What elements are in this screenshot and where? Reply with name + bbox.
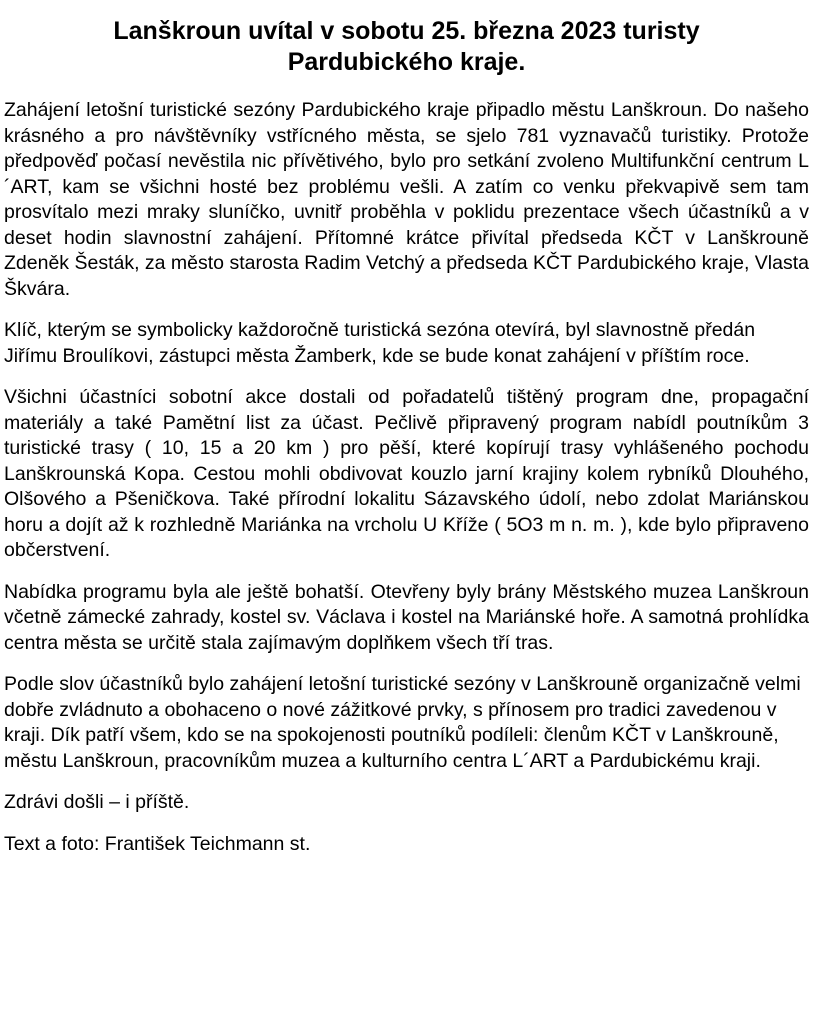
paragraph-author: Text a foto: František Teichmann st. (4, 832, 311, 855)
document-page (4, 16, 809, 873)
paragraph-farewell: Zdrávi došli – i příště. (4, 791, 190, 813)
paragraph-extra-program: Nabídka programu byla ale ještě bohatší. Otevřeny byly brány Městského muzea Lanškroun včetně zámecké zahrady, kostel sv. Václava i kostel na Mariánské hoře. A samotná prohlídka centra města se určitě stala zajímavým doplňkem všech tří tras. (4, 580, 809, 654)
document-title: Lanškroun uvítal v sobotu 25. března 2023 turisty Pardubického kraje. (113, 17, 700, 76)
paragraph-program: Všichni účastníci sobotní akce dostali od pořadatelů tištěný program dne, propagační materiály a také Pamětní list za účast. Pečlivě připravený program nabídl poutníkům 3 turistické trasy ( 10, 15 a 20 km ) pro pěší, které kopírují trasy vyhlášeného pochodu Lanškrounská Kopa. Cestou mohli obdivovat kouzlo jarní krajiny kolem rybníků Dlouhého, Olšového a Pšeničkova. Také přírodní lokalitu Sázavského údolí, nebo zdolat Mariánskou horu a dojít až k rozhledně Mariánka na vrcholu U Kříže ( 5O3 m n. m. ), kde bylo připraveno občerstvení. (4, 386, 809, 561)
paragraph-thanks: Podle slov účastníků bylo zahájení letošní turistické sezóny v Lanškrouně organizačně velmi dobře zvládnuto a obohaceno o nové zážitkové prvky, s přínosem pro tradici zavedenou v kraji. Dík patří všem, kdo se na spokojenosti poutníků podíleli: členům KČT v Lanškrouně, městu Lanškroun, pracovníkům muzea a kulturního centra L´ART a Pardubickému kraji. (4, 673, 801, 772)
paragraph-key-handover: Klíč, kterým se symbolicky každoročně turistická sezóna otevírá, byl slavnostně předán Jiřímu Broulíkovi, zástupci města Žamberk, kde se bude konat zahájení v příštím roce. (4, 319, 756, 367)
paragraph-opening: Zahájení letošní turistické sezóny Pardubického kraje připadlo městu Lanškroun. Do našeho krásného a pro návštěvníky vstřícného města, se sjelo 781 vyznavačů turistiky. Protože předpověď počasí nevěstila nic přívětivého, bylo pro setkání zvoleno Multifunkční centrum L´ART, kam se všichni hosté bez problému vešli. A zatím co venku překvapivě sem tam prosvítalo mezi mraky sluníčko, uvnitř proběhla v poklidu prezentace všech účastníků a v deset hodin slavnostní zahájení. Přítomné krátce přivítal předseda KČT v Lanškrouně Zdeněk Šesták, za město starosta Radim Vetchý a předseda KČT Pardubického kraje, Vlasta Škvára. (4, 99, 809, 300)
